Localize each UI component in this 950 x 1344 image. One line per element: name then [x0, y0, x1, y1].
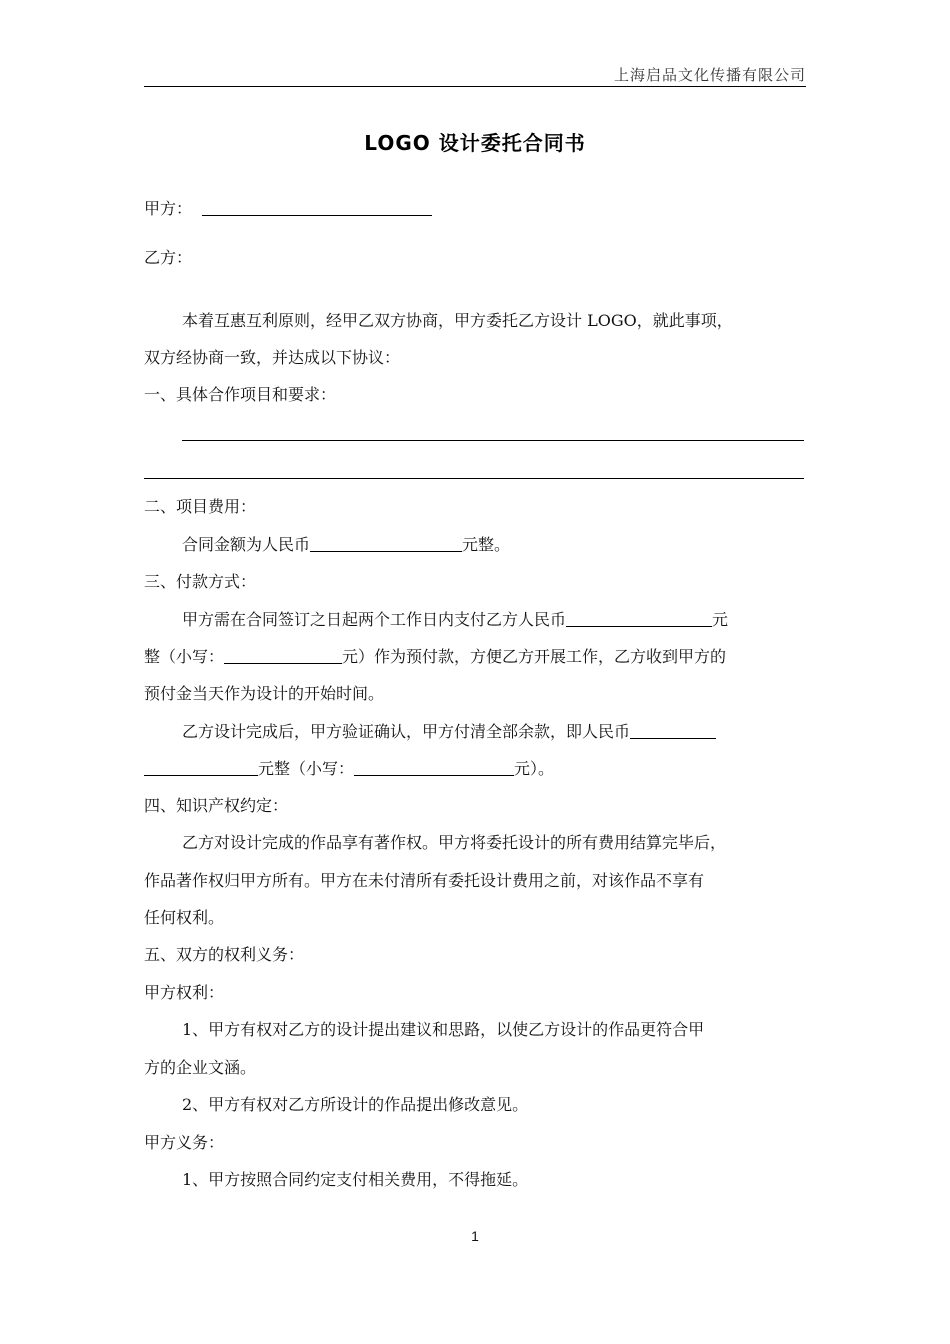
sec4-line-2: 作品著作权归甲方所有。甲方在未付清所有委托设计费用之前，对该作品不享有: [144, 871, 705, 890]
header-rule: [144, 86, 806, 87]
party-b-line: [144, 248, 192, 268]
sec1-blank-line-2: [144, 478, 804, 479]
sec5-duties-heading: 甲方义务：: [144, 1133, 225, 1152]
sec3-p1-blank-1: [566, 610, 712, 627]
sec3-p2-l2-suffix: 元）。: [514, 759, 555, 778]
sec4-heading: 四、知识产权约定：: [144, 796, 289, 815]
sec3-heading: 三、付款方式：: [144, 572, 257, 591]
sec3-p1-l1-prefix: 甲方需在合同签订之日起两个工作日内支付乙方人民币: [182, 610, 567, 629]
sec3-p2-line-2: [144, 759, 554, 779]
party-a-label: 甲方：: [144, 199, 193, 218]
sec2-heading: 二、项目费用：: [144, 497, 257, 516]
sec4-line-3: 任何权利。: [144, 908, 225, 927]
sec3-p1-line-2: [144, 647, 726, 667]
sec5-right1-line-1: 1、甲方有权对乙方的设计提出建议和思路，以使乙方设计的作品更符合甲: [182, 1020, 705, 1039]
document-title: LOGO 设计委托合同书: [364, 131, 586, 155]
sec2-amount-line: [182, 535, 510, 555]
sec2-amount-blank: [310, 535, 462, 552]
intro-line-2: 双方经协商一致，并达成以下协议：: [144, 348, 401, 367]
sec3-p1-l1-suffix: 元: [712, 610, 729, 629]
sec3-p2-blank-1: [630, 722, 716, 739]
sec5-right1-line-2: 方的企业文涵。: [144, 1058, 257, 1077]
sec2-amount-suffix: 元整。: [462, 535, 511, 554]
sec3-p1-line-3: 预付金当天作为设计的开始时间。: [144, 684, 385, 703]
sec3-p1-line-1: [182, 610, 728, 630]
sec3-p1-l2-suffix: 元）作为预付款，方便乙方开展工作，乙方收到甲方的: [342, 647, 727, 666]
party-a-line: [144, 199, 432, 219]
sec3-p2-l1-prefix: 乙方设计完成后，甲方验证确认，甲方付清全部余款，即人民币: [182, 722, 631, 741]
sec1-heading: 一、具体合作项目和要求：: [144, 385, 337, 404]
sec3-p2-l2-mid: 元整（小写：: [258, 759, 355, 778]
sec2-amount-prefix: 合同金额为人民币: [182, 535, 311, 554]
sec5-rights-heading: 甲方权利：: [144, 983, 225, 1002]
sec1-blank-line-1: [182, 440, 804, 441]
party-b-label: 乙方：: [144, 248, 193, 267]
sec3-p1-blank-2: [224, 647, 342, 664]
sec3-p2-blank-2: [144, 759, 258, 776]
page-number: 1: [471, 1228, 479, 1244]
party-a-blank: [202, 199, 432, 216]
header-company: 上海启品文化传播有限公司: [613, 66, 806, 84]
sec4-line-1: 乙方对设计完成的作品享有著作权。甲方将委托设计的所有费用结算完毕后，: [182, 833, 727, 852]
intro-line-1: 本着互惠互利原则，经甲乙双方协商，甲方委托乙方设计 LOGO，就此事项，: [182, 311, 733, 330]
sec3-p1-l2-prefix: 整（小写：: [144, 647, 225, 666]
sec3-p2-blank-3: [354, 759, 514, 776]
sec5-heading: 五、双方的权利义务：: [144, 945, 305, 964]
sec3-p2-line-1: [182, 722, 716, 742]
sec5-right2: 2、甲方有权对乙方所设计的作品提出修改意见。: [182, 1095, 529, 1114]
sec5-duty1: 1、甲方按照合同约定支付相关费用，不得拖延。: [182, 1170, 529, 1189]
